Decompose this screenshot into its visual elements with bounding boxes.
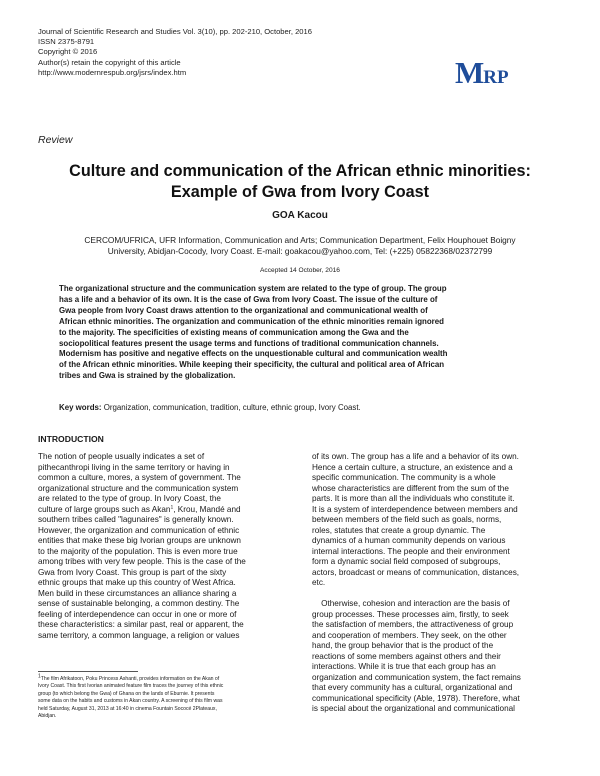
footnote-line-first <box>38 673 223 683</box>
title-line-2: Example of Gwa from Ivory Coast <box>170 182 430 201</box>
abstract <box>59 284 545 382</box>
body-line: group processes. These processes aim, firstly, to seek <box>312 609 509 619</box>
body-line: common a culture, mores, a system of government. The <box>38 473 241 482</box>
journal-issn: ISSN 2375-8791 <box>38 37 95 47</box>
abstract-line: Modernism has positive and negative effects on the unquestionable cultural and communication wealth <box>59 349 448 359</box>
publisher-logo <box>455 55 509 91</box>
body-line: communicational specificity (Able, 1978). Therefore, what <box>312 693 520 703</box>
journal-url[interactable]: http://www.modernrespub.org/jsrs/index.htm <box>38 67 187 77</box>
body-line: However, the organization and communication of ethnic <box>38 525 240 535</box>
accepted-date: Accepted 14 October, 2016 <box>260 267 340 274</box>
affiliation-line-1: CERCOM/UFRICA, UFR Information, Communication and Arts; Communication Department, Felix Houphouet Boigny <box>84 235 516 245</box>
body-line: are related to the type of group. In Ivory Coast, the <box>38 494 221 503</box>
body-line: parts. It is more than all the individuals who constitute it. <box>312 494 515 503</box>
abstract-line: to the majority. The specificities of existing means of communication among the Gwa and the <box>59 327 409 337</box>
footnote-marker: 1 <box>38 673 41 680</box>
footnote-line: Ivory Coast. This first Ivorian animated feature film traces the journey of this ethnic <box>38 683 224 690</box>
journal-rights: Author(s) retain the copyright of this article <box>38 57 181 67</box>
paragraph-gap <box>312 589 574 600</box>
body-line: Otherwise, cohesion and interaction are the basis of <box>312 599 510 608</box>
body-line: organization and communication system, the fact remains <box>312 672 521 682</box>
body-line: pithecanthropi living in the same territory or having in <box>38 462 230 472</box>
right-column <box>312 452 574 715</box>
footnote-ref[interactable]: 1 <box>170 504 174 510</box>
abstract-line: Gwa people from Ivory Coast draws attention to the organizational and communicational wealth of <box>59 305 428 315</box>
body-line: sense of sustainable belonging, a common destiny. The <box>38 599 240 608</box>
footnote-line: some data on the habits and customs in Akan country. A screening of this film was <box>38 698 223 705</box>
body-line: among tribes with very few people. This is the case of the <box>38 557 246 566</box>
footnote-line: group (to which belong the Gwa) of Ghana on the lands of Eburnie. It presents <box>38 690 215 697</box>
title-line-1: Culture and communication of the African ethnic minorities: <box>69 162 531 180</box>
footnote <box>38 673 224 720</box>
body-line: organizational structure and the communication system <box>38 483 239 493</box>
body-line: that every community has a cultural, organizational and <box>312 683 513 692</box>
keywords-label: Key words: <box>59 403 102 412</box>
body-line: whose characteristics are different from the sum of the <box>312 483 509 493</box>
footnote-text: The film Afrikatoon, Poku Princess Ashanti, provides information on the Akan of <box>40 676 220 682</box>
body-line: It is a system of interdependence between members and <box>312 504 518 514</box>
body-line: dynamics of a human community depends on various <box>312 536 506 545</box>
footnote-line: Abidjan. <box>38 713 57 720</box>
akan-text-rest: , Krou, Mandé and <box>173 504 241 514</box>
body-line: Gwa from Ivory Coast. This group is part of the sixty <box>38 567 227 577</box>
body-line: to the majority of the population. This is even more true <box>38 546 238 556</box>
abstract-line: tribes and Gwa is strained by the globalization. <box>59 371 236 381</box>
abstract-line: sociopolitical features present the usage terms and functions of traditional communication channels. <box>59 338 439 348</box>
author-name: GOA Kacou <box>272 210 328 221</box>
abstract-line: The organizational structure and the communication system are related to the type of group. The group <box>59 284 447 293</box>
body-line: etc. <box>312 578 326 587</box>
body-line: ethnic groups that make up this country of West Africa. <box>38 578 236 587</box>
keywords <box>59 403 361 412</box>
abstract-line: of the African ethnic minorities. While keeping their specificity, the cultural and political area of African <box>59 360 445 370</box>
akan-text: culture of large groups such as Akan <box>38 504 171 514</box>
body-line: is special about the organizational and communicational <box>312 704 515 713</box>
body-line: specific communication. The community is a whole <box>312 473 496 482</box>
body-line: form a dynamic social field composed of subgroups, <box>312 557 501 566</box>
logo-letters-rp: RP <box>483 67 509 88</box>
body-line: of its own. The group has a life and a behavior of its own. <box>312 452 519 461</box>
abstract-line: African ethnic minorities. The organization and communication of the ethnic minorities remain ignored <box>59 316 444 326</box>
affiliation-line-2: University, Abidjan-Cocody, Ivory Coast. E-mail: goakacou@yahoo.com, Tel: (+225) 05822368/02372799 <box>107 246 493 257</box>
section-label: Review <box>38 134 73 146</box>
journal-copyright: Copyright © 2016 <box>38 47 98 57</box>
body-line: roles, statutes that create a group dynamic. The <box>312 525 486 535</box>
journal-citation: Journal of Scientific Research and Studies Vol. 3(10), pp. 202-210, October, 2016 <box>38 27 312 36</box>
body-line: and cooperation of members. They seek, on the other <box>312 630 507 640</box>
body-line: entities that make these big Ivorian groups are unknown <box>38 536 241 545</box>
body-line: feeling of interdependence can occur in one or more of <box>38 609 237 619</box>
body-line: hand, the group behavior that is the product of the <box>312 641 494 650</box>
body-line: interactions. While it is true that each group has an <box>312 662 496 671</box>
footnote-divider <box>38 671 138 672</box>
keywords-list: Organization, communication, tradition, culture, ethnic group, Ivory Coast. <box>101 403 361 412</box>
body-line: actors, broadcast or means of communication, distances, <box>312 567 520 577</box>
body-line: Hence a certain culture, a structure, an existence and a <box>312 462 513 472</box>
body-line: these characteristics: a similar past, real or apparent, the <box>38 620 244 629</box>
body-line: Men build in these circumstances an alliance sharing a <box>38 588 237 598</box>
body-line: southern tribes called "lagunaires" is generally known. <box>38 515 234 524</box>
footnote-line: held Saturday, August 31, 2013 at 16:40 in cinema Fountain Sococé 2Plateaux, <box>38 705 217 712</box>
body-line-akan <box>38 505 300 516</box>
body-line: between members of the field such as goals, norms, <box>312 515 502 524</box>
body-line: reactions of some members against others and their <box>312 651 501 661</box>
body-line: The notion of people usually indicates a set of <box>38 452 205 461</box>
body-line: same territory, a common language, a religion or values <box>38 630 240 640</box>
body-line: internal interactions. The people and their environment <box>312 546 510 556</box>
journal-header <box>38 27 312 78</box>
author-affiliation <box>40 235 560 258</box>
abstract-line: has a life and a behavior of its own. It is the case of Gwa from Ivory Coast. The issue of the culture of <box>59 294 438 304</box>
body-line: the satisfaction of members, the attractiveness of group <box>312 620 514 629</box>
article-title <box>40 161 560 202</box>
logo-letter-m: M <box>455 55 484 90</box>
left-column <box>38 452 300 641</box>
introduction-heading: INTRODUCTION <box>38 434 104 444</box>
